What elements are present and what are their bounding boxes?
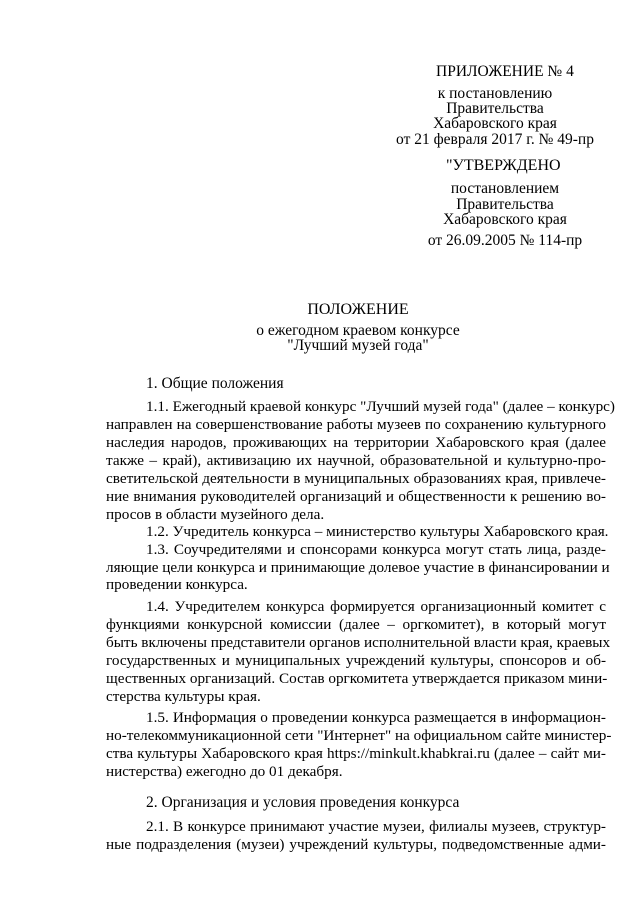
paragraph-line: 1.3. Соучредителями и спонсорами конкурса могут стать лица, разде-	[146, 541, 606, 558]
paragraph-line: но-телекоммуникационной сети "Интернет" на официальном сайте министер-	[106, 727, 612, 744]
approved-title: "УТВЕРЖДЕНО	[446, 157, 561, 174]
paragraph-line: щественных организаций. Состав оргкомитета утверждается приказом мини-	[106, 670, 608, 687]
document-subtitle: "Лучший музей года"	[287, 337, 429, 354]
paragraph-line: также – край), активизацию их научной, образовательной и культурно-про-	[106, 452, 606, 469]
document-title: ПОЛОЖЕНИЕ	[307, 301, 409, 318]
approved-line: Хабаровского края	[443, 211, 567, 228]
attachment-line: Хабаровского края	[433, 115, 557, 132]
paragraph-line: стерства культуры края.	[106, 688, 261, 705]
attachment-line: к постановлению	[437, 85, 553, 102]
paragraph-line: быть включены представители органов исполнительной власти края, краевых	[106, 634, 611, 651]
paragraph-line: ства культуры Хабаровского края https://minkult.khabkrai.ru (далее – сайт ми-	[106, 745, 606, 762]
paragraph-line: 1.4. Учредителем конкурса формируется организационный комитет с	[146, 598, 606, 615]
paragraph-line: 1.1. Ежегодный краевой конкурс "Лучший музей года" (далее – конкурс)	[146, 398, 615, 415]
paragraph-line: функциями конкурсной комиссии (далее – оргкомитет), в который могут	[106, 616, 606, 633]
paragraph-line: 2.1. В конкурсе принимают участие музеи, филиалы музеев, структур-	[146, 818, 606, 835]
approved-line: Правительства	[456, 196, 554, 213]
paragraph-line: ные подразделения (музеи) учреждений культуры, подведомственные адми-	[106, 836, 606, 853]
approved-line: постановлением	[450, 180, 560, 197]
approved-date: от 26.09.2005 № 114-пр	[427, 232, 583, 249]
document-subtitle: о ежегодном краевом конкурсе	[256, 322, 460, 339]
paragraph-line: просов в области музейного дела.	[106, 506, 325, 523]
paragraph-line: государственных и муниципальных учреждений культуры, спонсоров и об-	[106, 652, 606, 669]
attachment-line: Правительства	[446, 100, 544, 117]
paragraph-line: ние внимания руководителей организаций и общественности к решению во-	[106, 488, 606, 505]
paragraph-line: светительской деятельности в муниципальных образованиях края, привлече-	[106, 470, 606, 487]
attachment-date: от 21 февраля 2017 г. № 49-пр	[396, 131, 594, 148]
paragraph-line: ляющие цели конкурса и принимающие долевое участие в финансировании и	[106, 559, 610, 576]
section-heading: 1. Общие положения	[146, 375, 284, 392]
paragraph-line: направлен на совершенствование работы музеев по сохранению культурного	[106, 416, 606, 433]
attachment-title: ПРИЛОЖЕНИЕ № 4	[436, 63, 574, 80]
paragraph-line: 1.5. Информация о проведении конкурса размещается в информацион-	[146, 709, 606, 726]
paragraph-line: нистерства) ежегодно до 01 декабря.	[106, 763, 343, 780]
paragraph-line: 1.2. Учредитель конкурса – министерство культуры Хабаровского края.	[146, 523, 609, 540]
section-heading: 2. Организация и условия проведения конкурса	[146, 794, 460, 811]
paragraph-line: наследия народов, проживающих на территории Хабаровского края (далее	[106, 434, 606, 451]
paragraph-line: проведении конкурса.	[106, 576, 248, 593]
